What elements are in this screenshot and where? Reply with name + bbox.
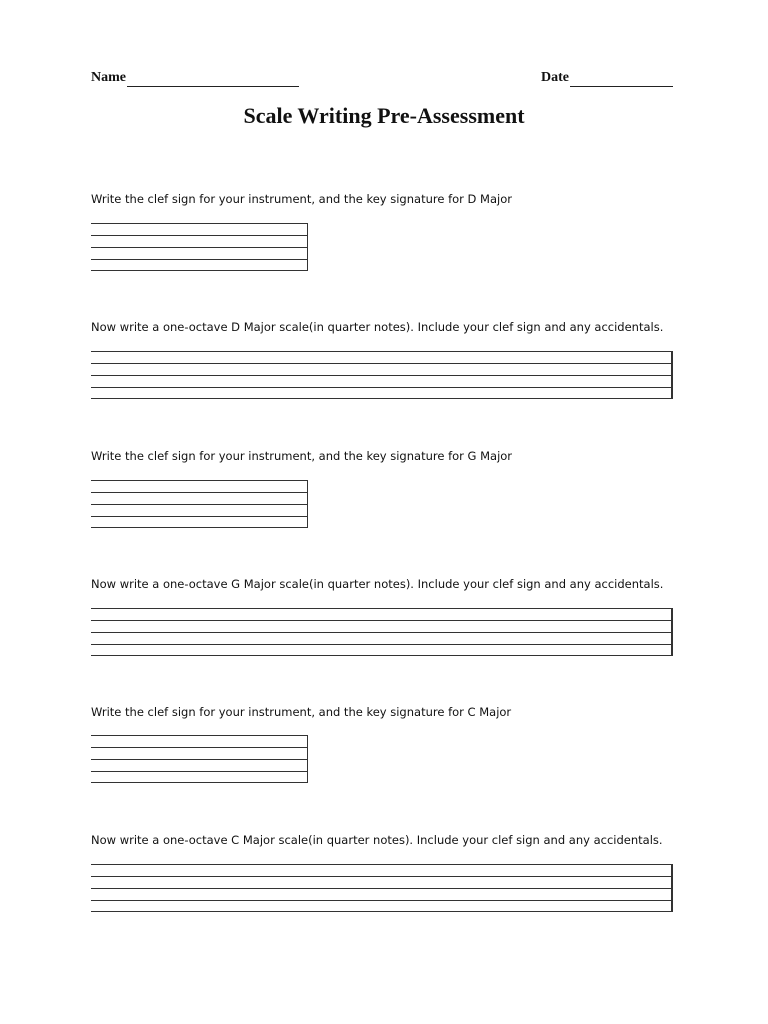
name-blank[interactable] bbox=[127, 73, 299, 87]
prompt-g-major-scale: Now write a one-octave G Major scale(in quarter notes). Include your clef sign and any accidentals. bbox=[91, 577, 664, 591]
name-field[interactable] bbox=[91, 69, 299, 87]
prompt-c-major-key-signature: Write the clef sign for your instrument, and the key signature for C Major bbox=[91, 705, 512, 719]
staff-g-major-key-signature[interactable] bbox=[91, 480, 308, 528]
date-field[interactable] bbox=[541, 69, 673, 87]
prompt-c-major-scale: Now write a one-octave C Major scale(in quarter notes). Include your clef sign and any accidentals. bbox=[91, 833, 663, 847]
prompt-d-major-scale: Now write a one-octave D Major scale(in quarter notes). Include your clef sign and any accidentals. bbox=[91, 320, 664, 334]
staff-d-major-scale[interactable] bbox=[91, 351, 673, 399]
staff-g-major-scale[interactable] bbox=[91, 608, 673, 656]
prompt-g-major-key-signature: Write the clef sign for your instrument, and the key signature for G Major bbox=[91, 449, 513, 463]
staff-c-major-scale[interactable] bbox=[91, 864, 673, 912]
page-title: Scale Writing Pre-Assessment bbox=[243, 103, 525, 128]
staff-d-major-key-signature[interactable] bbox=[91, 223, 308, 271]
date-blank[interactable] bbox=[570, 73, 673, 87]
prompt-d-major-key-signature: Write the clef sign for your instrument, and the key signature for D Major bbox=[91, 192, 512, 206]
staff-c-major-key-signature[interactable] bbox=[91, 735, 308, 783]
name-label: Name bbox=[91, 70, 126, 85]
date-label: Date bbox=[541, 70, 569, 85]
